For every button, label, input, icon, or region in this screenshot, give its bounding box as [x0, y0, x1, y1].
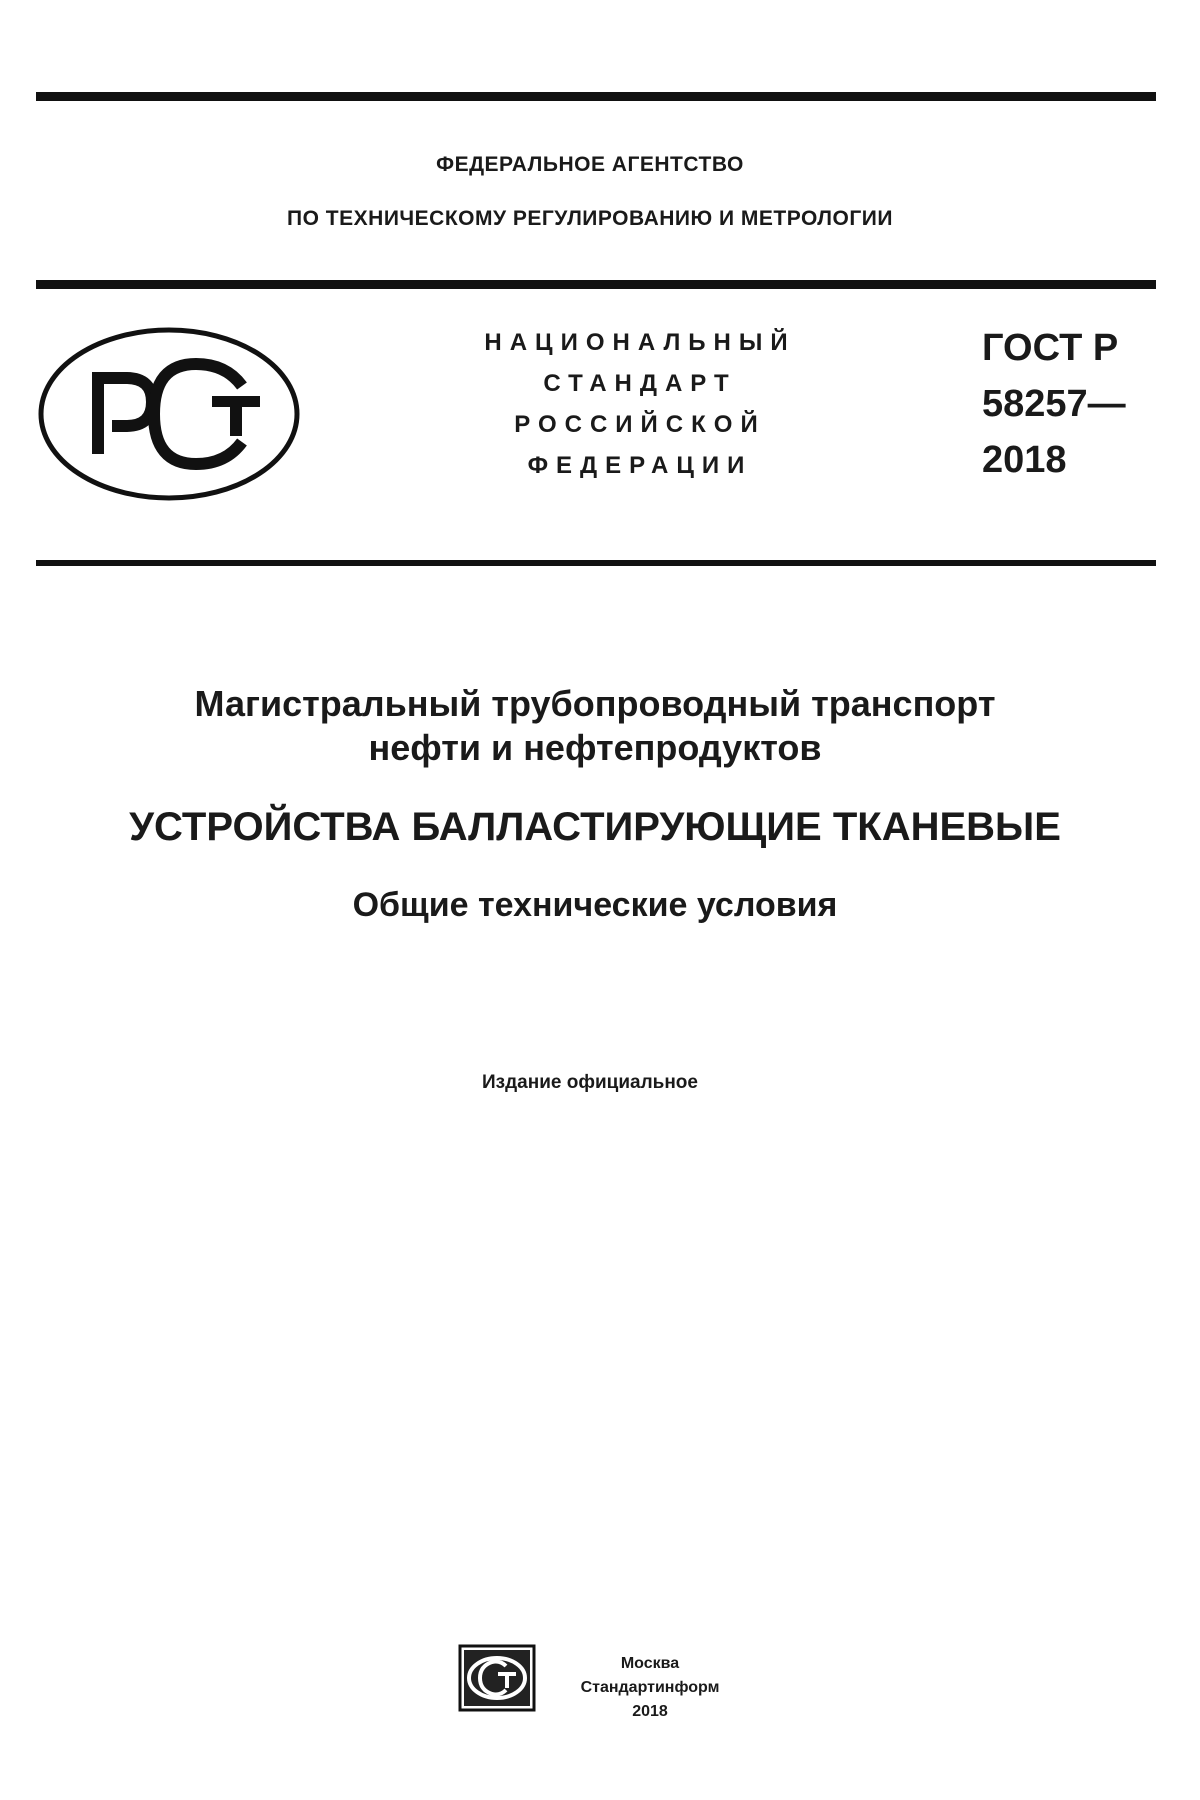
- publisher-city: Москва: [620, 1655, 680, 1672]
- subtitle: Общие технические условия: [352, 886, 838, 924]
- publisher-name: Стандартинформ: [580, 1679, 720, 1696]
- agency-line-2: ПО ТЕХНИЧЕСКОМУ РЕГУЛИРОВАНИЮ И МЕТРОЛОГИИ: [287, 207, 893, 230]
- section-rule: [36, 560, 1156, 566]
- publisher-block: [555, 1652, 745, 1724]
- title-line-2: нефти и нефтепродуктов: [368, 727, 822, 768]
- national-standard-line: РОССИЙСКОЙ: [514, 411, 766, 438]
- publisher-year: 2018: [632, 1703, 668, 1720]
- gost-designation: [982, 320, 1126, 488]
- national-standard-line: НАЦИОНАЛЬНЫЙ: [484, 329, 796, 356]
- title-line-1: Магистральный трубопроводный транспорт: [194, 683, 996, 724]
- rst-logo-icon: [36, 326, 302, 502]
- gost-line: 2018: [982, 439, 1067, 481]
- standartinform-logo-icon: [458, 1644, 536, 1712]
- gost-line: ГОСТ Р: [982, 327, 1119, 369]
- national-standard-block: [440, 322, 840, 486]
- main-title: УСТРОЙСТВА БАЛЛАСТИРУЮЩИЕ ТКАНЕВЫЕ: [129, 805, 1061, 849]
- national-standard-line: СТАНДАРТ: [543, 370, 737, 397]
- edition-label: Издание официальное: [482, 1072, 698, 1093]
- national-standard-line: ФЕДЕРАЦИИ: [527, 452, 753, 479]
- header-rule: [36, 280, 1156, 289]
- top-rule: [36, 92, 1156, 101]
- gost-line: 58257—: [982, 383, 1126, 425]
- agency-line-1: ФЕДЕРАЛЬНОЕ АГЕНТСТВО: [436, 153, 744, 176]
